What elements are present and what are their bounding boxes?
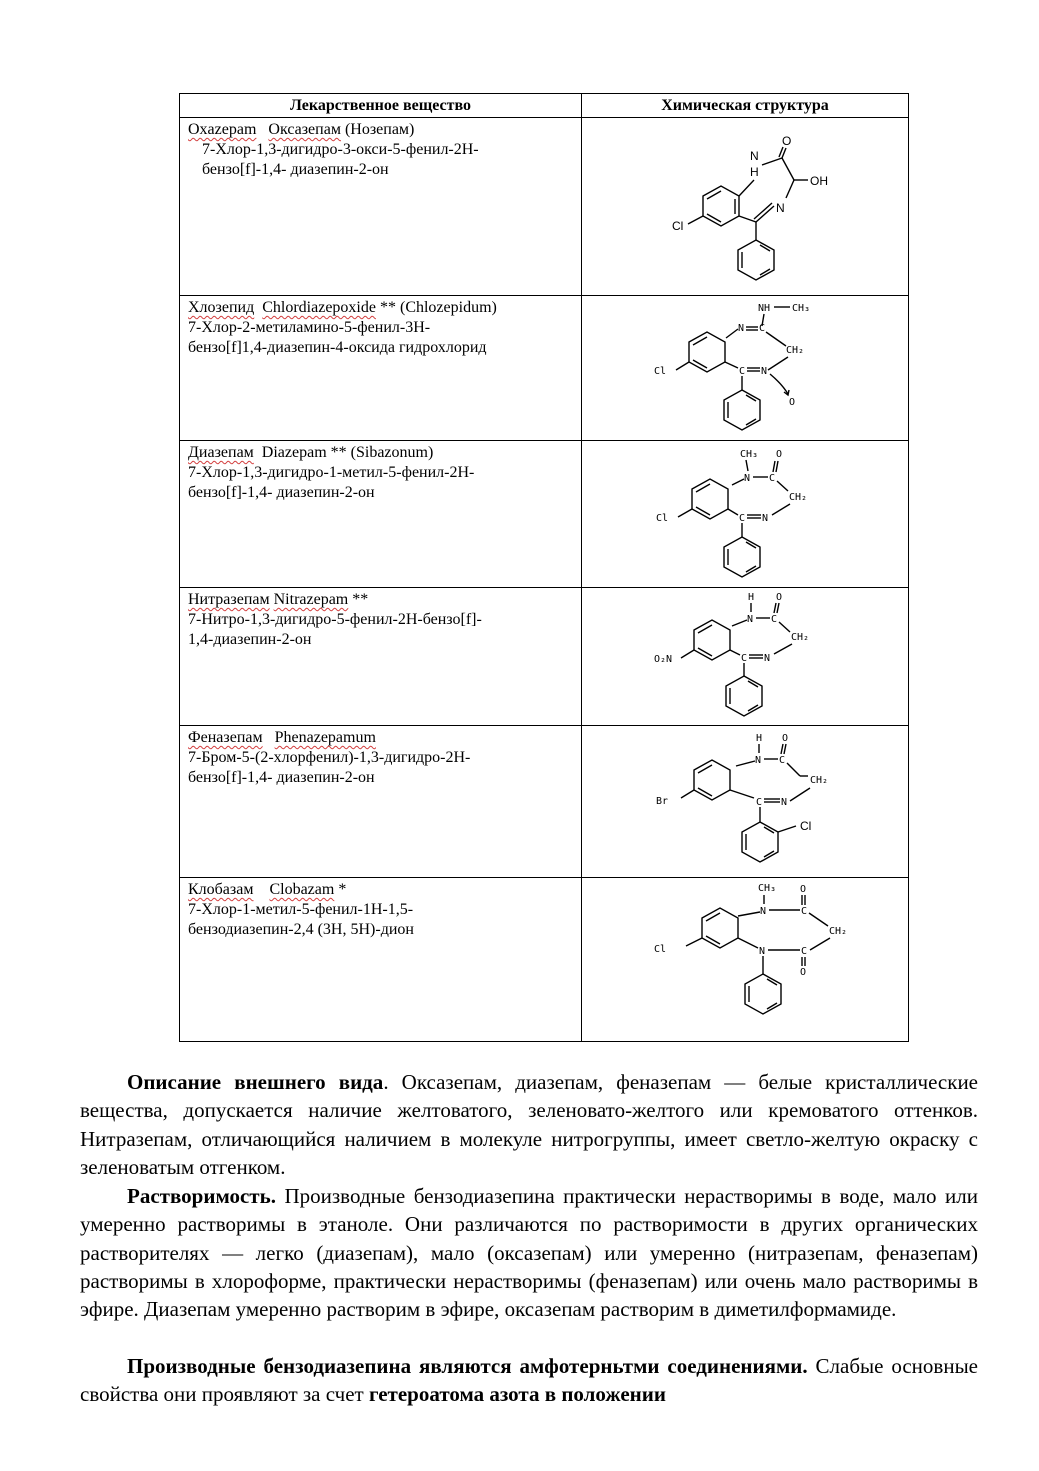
header-structure: Химическая структура	[582, 94, 909, 118]
atom-ch2: CH₂	[829, 926, 848, 937]
drug-cell	[180, 588, 582, 726]
drug-name-extra: ** (Chlozepidum)	[379, 299, 497, 316]
drug-cell	[180, 726, 582, 878]
atom-h: H	[750, 165, 759, 179]
drug-cell	[180, 296, 582, 441]
table-row	[180, 726, 909, 878]
structure-cell	[582, 118, 909, 296]
drug-name	[188, 298, 581, 318]
paragraph-bold-text: гетероатома азота в положении	[368, 1382, 666, 1407]
paragraph-heading: Описание внешнего вида	[127, 1070, 384, 1094]
drug-name-ru: Клобазам	[188, 881, 254, 898]
structure-cell	[582, 296, 909, 441]
atom-o: O	[800, 967, 807, 978]
atom-o: O	[782, 134, 792, 148]
atom-o2n: O₂N	[654, 654, 673, 665]
structure-cell	[582, 878, 909, 1042]
atom-o: O	[776, 592, 783, 603]
drug-name-ru: Нитразепам	[188, 591, 270, 608]
drug-description: 7-Хлор-1,3-дигидро-1-метил-5-фенил-2Н- бензо[f]-1,4- диазепин-2-он	[188, 464, 475, 501]
atom-ch2: CH₂	[810, 775, 829, 786]
drug-name-ru: Оксазепам	[268, 121, 341, 138]
atom-o: O	[789, 397, 796, 408]
atom-h: H	[756, 733, 763, 744]
drug-name	[188, 120, 581, 140]
drug-name-latin: Clobazam	[269, 881, 335, 898]
drug-cell	[180, 118, 582, 296]
table-row	[180, 441, 909, 588]
header-drug: Лекарственное вещество	[180, 94, 582, 118]
drug-cell	[180, 441, 582, 588]
drug-name	[188, 590, 581, 610]
drug-description: 7-Хлор-1-метил-5-фенил-1Н-1,5- бензодиазепин-2,4 (3Н, 5Н)-дион	[188, 901, 414, 938]
atom-ch3: CH₃	[758, 883, 777, 894]
atom-n-top: N	[750, 149, 759, 163]
atom-n: N	[738, 323, 745, 334]
atom-cl: Cl	[800, 819, 812, 833]
paragraph-text: . Оксазепам, диазепам, феназепам — белые кристаллические вещества, допускается наличие желтоватого, зеленовато-желтого или кремоватого оттенков. Нитразепам, отличающийся наличием в молекуле нитрогруппы, имеет светло-желтую окраску с зеленоватым отгенком.	[80, 1070, 979, 1179]
drug-name-latin: Chlordiazepoxide	[262, 299, 376, 316]
drug-name	[188, 880, 581, 900]
atom-n: N	[744, 473, 751, 484]
oxazepam-structure	[582, 118, 908, 295]
atom-cl: Cl	[656, 513, 669, 524]
drug-description: 7-Хлор-1,3-дигидро-3-окси-5-фенил-2Н- бензо[f]-1,4- диазепин-2-он	[202, 141, 479, 178]
atom-n: N	[781, 797, 788, 808]
atom-c: C	[759, 323, 766, 334]
table-row	[180, 118, 909, 296]
atom-n: N	[760, 906, 767, 917]
structure-cell	[582, 726, 909, 878]
drug-description: 7-Бром-5-(2-хлорфенил)-1,3-дигидро-2Н- бензо[f]-1,4- диазепин-2-он	[188, 749, 471, 786]
drug-name-extra: ** (Sibazonum)	[330, 444, 434, 461]
atom-c: C	[739, 513, 746, 524]
atom-ch2: CH₂	[791, 632, 810, 643]
table-row	[180, 296, 909, 441]
atom-c: C	[769, 473, 776, 484]
atom-n: N	[755, 755, 762, 766]
drug-name-extra: *	[338, 881, 347, 898]
atom-n: N	[764, 653, 771, 664]
drug-name-ru: Хлозепид	[188, 299, 255, 316]
atom-c: C	[801, 906, 808, 917]
drug-cell	[180, 878, 582, 1042]
structure-cell	[582, 588, 909, 726]
drug-name-extra: **	[352, 591, 369, 608]
drug-name-latin: Nitrazepam	[273, 591, 349, 608]
table-row	[180, 878, 909, 1042]
atom-nh: NH	[758, 303, 771, 314]
drug-name-latin: Phenazepamum	[274, 729, 376, 746]
atom-c: C	[779, 755, 786, 766]
atom-cl: Cl	[672, 219, 684, 233]
atom-o: O	[776, 449, 783, 460]
clobazam-structure	[582, 878, 908, 1041]
atom-cl: Cl	[654, 366, 667, 377]
atom-n: N	[762, 513, 769, 524]
paragraph-heading: Производные бензодиазепина являются амфотерньтми соединениями.	[127, 1354, 808, 1378]
atom-oh: OH	[810, 174, 828, 188]
atom-n: N	[747, 614, 754, 625]
drug-name-latin: Diazepam	[261, 444, 327, 461]
drug-name	[188, 443, 581, 463]
atom-o: O	[782, 733, 789, 744]
diazepam-structure	[582, 441, 908, 587]
paragraph-text: Производные бензодиазепина практически нерастворимы в воде, мало или умеренно растворимы в этаноле. Они различаются по растворимости в других органических растворителях — легко (диазепам), мало (оксазепам) или умеренно (нитразепам, феназепам) растворимы в хлороформе, практически нерастворимы (феназепам) или очень мало растворимы в эфире. Диазепам умеренно растворим в эфире, оксазепам растворим в диметилформамиде.	[80, 1184, 978, 1322]
atom-n: N	[761, 366, 768, 377]
paragraph-text: Слабые основные свойства они проявляют за счет	[80, 1354, 979, 1407]
atom-c: C	[741, 653, 748, 664]
atom-c: C	[756, 797, 763, 808]
chlordiazepoxide-structure	[582, 296, 908, 440]
drug-name-ru: Диазепам	[188, 444, 254, 461]
paragraph-heading: Растворимость.	[127, 1184, 276, 1208]
atom-ch2: CH₂	[789, 492, 808, 503]
drug-name	[188, 728, 581, 748]
drug-name-ru: Феназепам	[188, 729, 263, 746]
atom-n: N	[776, 201, 785, 215]
drug-description: 7-Хлор-2-метиламино-5-фенил-3Н- бензо[f]1,4-диазепин-4-оксида гидрохлорид	[188, 319, 487, 356]
atom-cl: Cl	[654, 944, 667, 955]
atom-c: C	[801, 946, 808, 957]
structure-cell	[582, 441, 909, 588]
atom-h: H	[748, 592, 755, 603]
atom-o: O	[800, 884, 807, 895]
atom-c: C	[739, 366, 746, 377]
drug-name-latin: Oxazepam	[188, 121, 257, 138]
table-row	[180, 588, 909, 726]
drug-name-extra: (Нозепам)	[344, 121, 415, 138]
paragraph-amphoteric	[80, 1352, 978, 1409]
table-header-row	[180, 94, 909, 118]
atom-c: C	[771, 614, 778, 625]
drug-description: 7-Нитро-1,3-дигидро-5-фенил-2Н-бензо[f]- 1,4-диазепин-2-он	[188, 611, 482, 648]
nitrazepam-structure	[582, 588, 908, 725]
atom-n: N	[759, 946, 766, 957]
atom-ch3: CH₃	[740, 449, 759, 460]
phenazepam-structure	[582, 726, 908, 877]
paragraph-solubility	[80, 1182, 978, 1323]
drug-table	[179, 93, 909, 1042]
paragraph-appearance	[80, 1068, 978, 1181]
atom-ch3: CH₃	[792, 303, 811, 314]
atom-ch2: CH₂	[786, 345, 805, 356]
atom-br: Br	[656, 796, 669, 807]
